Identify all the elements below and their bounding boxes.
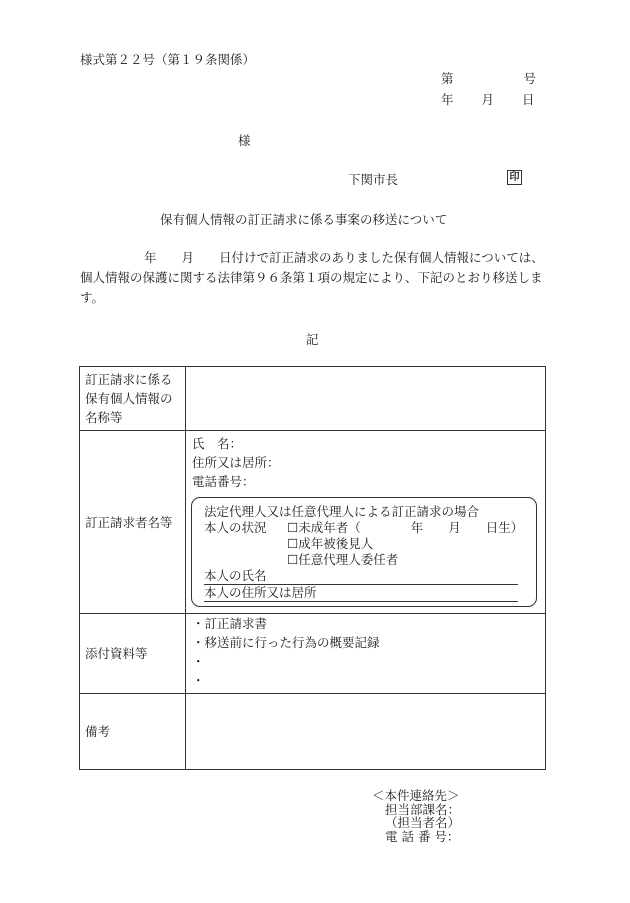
row-remarks	[80, 694, 546, 770]
date-day: 日	[522, 92, 535, 107]
contact-heading: ＜本件連絡先＞	[372, 788, 460, 803]
contact-phone: 電 話 番 号：	[385, 828, 460, 844]
attachment-item: ・	[192, 673, 205, 688]
row4-label: 備考	[80, 694, 186, 770]
issue-go: 号	[523, 71, 537, 86]
attachment-item: ・移送前に行った行為の概要記録	[192, 635, 380, 650]
ki-heading: 記	[306, 332, 319, 347]
form-number: 様式第２２号（第１９条関係）	[80, 52, 256, 67]
sender: 下関市長	[348, 172, 399, 187]
row3-label: 添付資料等	[80, 614, 186, 694]
seal-mark: 印	[507, 170, 522, 185]
row1-value	[186, 367, 546, 431]
principal-name-field: 本人の氏名	[204, 568, 518, 585]
issue-dai: 第	[441, 71, 454, 86]
phone-field: 電話番号：	[192, 474, 255, 489]
addressee: 様	[238, 133, 251, 148]
row-attachments	[80, 614, 546, 694]
row-info-name	[80, 367, 546, 431]
row2-value	[186, 431, 546, 614]
name-field: 氏 名：	[192, 436, 243, 451]
issue-number	[441, 69, 536, 87]
row2-label: 訂正請求者名等	[80, 431, 186, 614]
contact-person: （担当者名）	[385, 815, 461, 830]
principal-status	[204, 520, 526, 568]
proxy-heading: 法定代理人又は任意代理人による訂正請求の場合	[204, 504, 480, 519]
status-guardianship-checkbox[interactable]: ☐成年被後見人	[287, 536, 374, 551]
contact-dept: 担当部課名：	[385, 801, 461, 817]
body-paragraph	[80, 248, 550, 308]
attachment-item: ・	[192, 654, 205, 669]
issue-date	[441, 90, 535, 108]
date-month: 月	[481, 92, 495, 107]
document-title: 保有個人情報の訂正請求に係る事案の移送について	[160, 212, 448, 227]
row-requester	[80, 431, 546, 614]
status-delegator-checkbox[interactable]: ☐任意代理人委任者	[287, 552, 399, 567]
address-field: 住所又は居所：	[192, 455, 280, 470]
status-label: 本人の状況	[204, 520, 267, 535]
principal-address-field: 本人の住所又は居所	[204, 585, 518, 602]
details-table	[79, 366, 546, 770]
date-year: 年	[441, 92, 454, 107]
row1-label: 訂正請求に係る保有個人情報の名称等	[80, 367, 186, 431]
body-text: 年 月 日付けで訂正請求のありました保有個人情報については、個人情報の保護に関する法律第９６条第１項の規定により、下記のとおり移送します。	[80, 250, 544, 305]
contact-block	[372, 789, 460, 843]
status-minor-checkbox[interactable]: ☐未成年者（ 年 月 日生）	[287, 520, 524, 535]
proxy-box	[191, 497, 537, 607]
row3-value	[186, 614, 546, 694]
row4-value	[186, 694, 546, 770]
attachment-item: ・訂正請求書	[192, 616, 268, 631]
